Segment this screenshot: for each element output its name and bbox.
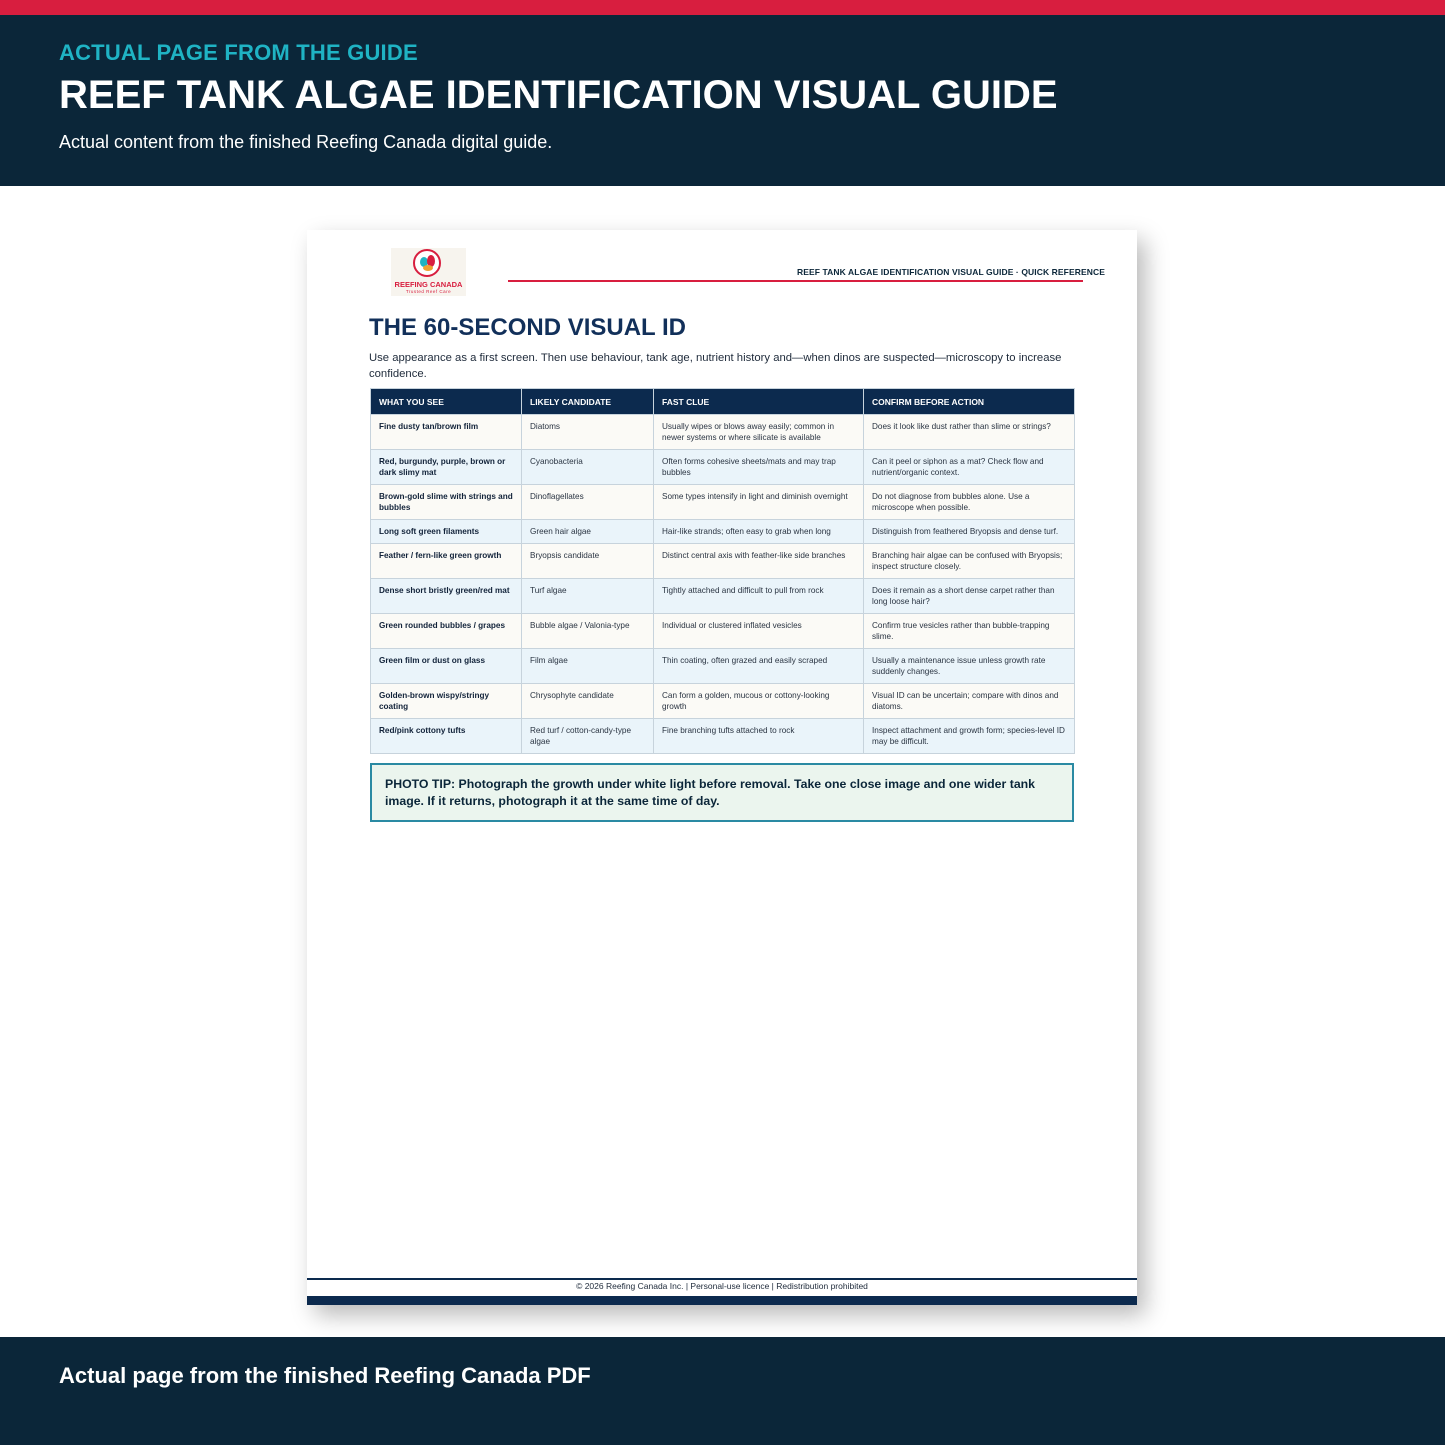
banner-eyebrow: ACTUAL PAGE FROM THE GUIDE [59,40,418,65]
confirm-cell: Distinguish from feathered Bryopsis and dense turf. [864,520,1075,544]
fast-clue-cell: Distinct central axis with feather-like side branches [654,544,864,579]
table-row [371,614,1075,649]
footer-band [307,1296,1137,1305]
what-you-see-cell: Green rounded bubbles / grapes [371,614,522,649]
reefing-canada-logo [391,248,466,296]
table-row [371,544,1075,579]
table-row [371,684,1075,719]
running-head: REEF TANK ALGAE IDENTIFICATION VISUAL GUIDE · QUICK REFERENCE [796,267,1105,277]
fast-clue-cell: Some types intensify in light and diminish overnight [654,485,864,520]
fast-clue-cell: Hair-like strands; often easy to grab when long [654,520,864,544]
logo-name: REEFING CANADA [394,280,463,289]
banner-subtitle: Actual content from the finished Reefing Canada digital guide. [59,132,553,152]
candidate-cell: Cyanobacteria [522,450,654,485]
candidate-cell: Bubble algae / Valonia-type [522,614,654,649]
fast-clue-cell: Can form a golden, mucous or cottony-looking growth [654,684,864,719]
candidate-cell: Green hair algae [522,520,654,544]
what-you-see-cell: Green film or dust on glass [371,649,522,684]
section-title: THE 60-SECOND VISUAL ID [369,314,686,341]
logo-tagline: Trusted Reef Care [405,289,452,294]
fast-clue-cell: Often forms cohesive sheets/mats and may trap bubbles [654,450,864,485]
column-header: CONFIRM BEFORE ACTION [864,389,1075,415]
banner-title: REEF TANK ALGAE IDENTIFICATION VISUAL GUIDE [59,73,1058,117]
bottom-caption: Actual page from the finished Reefing Canada PDF [59,1363,591,1388]
candidate-cell: Dinoflagellates [522,485,654,520]
what-you-see-cell: Brown-gold slime with strings and bubbles [371,485,522,520]
what-you-see-cell: Dense short bristly green/red mat [371,579,522,614]
coral-logo-icon [413,249,441,277]
table-row [371,485,1075,520]
fast-clue-cell: Fine branching tufts attached to rock [654,719,864,754]
confirm-cell: Branching hair algae can be confused with Bryopsis; inspect structure closely. [864,544,1075,579]
confirm-cell: Does it look like dust rather than slime or strings? [864,415,1075,450]
bottom-caption-band [0,1337,1445,1445]
fast-clue-cell: Tightly attached and difficult to pull from rock [654,579,864,614]
candidate-cell: Red turf / cotton-candy-type algae [522,719,654,754]
table-row [371,520,1075,544]
what-you-see-cell: Feather / fern-like green growth [371,544,522,579]
header-divider [508,280,1083,282]
guide-page-preview [307,230,1137,1305]
what-you-see-cell: Red/pink cottony tufts [371,719,522,754]
intro-paragraph: Use appearance as a first screen. Then use behaviour, tank age, nutrient history and—when dinos are suspected—microscopy to increase confidence. [369,352,1062,380]
candidate-cell: Chrysophyte candidate [522,684,654,719]
algae-id-table [370,388,1075,754]
confirm-cell: Inspect attachment and growth form; species-level ID may be difficult. [864,719,1075,754]
table-row [371,579,1075,614]
table-row [371,649,1075,684]
candidate-cell: Bryopsis candidate [522,544,654,579]
what-you-see-cell: Red, burgundy, purple, brown or dark slimy mat [371,450,522,485]
confirm-cell: Does it remain as a short dense carpet rather than long loose hair? [864,579,1075,614]
candidate-cell: Film algae [522,649,654,684]
fast-clue-cell: Usually wipes or blows away easily; common in newer systems or where silicate is available [654,415,864,450]
footer-divider [307,1278,1137,1280]
confirm-cell: Confirm true vesicles rather than bubble-trapping slime. [864,614,1075,649]
photo-tip-callout: PHOTO TIP: Photograph the growth under white light before removal. Take one close image and one wider tank image. If it returns, photograph it at the same time of day. [370,763,1074,822]
fast-clue-cell: Thin coating, often grazed and easily scraped [654,649,864,684]
what-you-see-cell: Fine dusty tan/brown film [371,415,522,450]
what-you-see-cell: Long soft green filaments [371,520,522,544]
table-header-row [371,389,1075,415]
table-row [371,450,1075,485]
confirm-cell: Visual ID can be uncertain; compare with dinos and diatoms. [864,684,1075,719]
candidate-cell: Diatoms [522,415,654,450]
what-you-see-cell: Golden-brown wispy/stringy coating [371,684,522,719]
candidate-cell: Turf algae [522,579,654,614]
fast-clue-cell: Individual or clustered inflated vesicles [654,614,864,649]
confirm-cell: Do not diagnose from bubbles alone. Use a microscope when possible. [864,485,1075,520]
confirm-cell: Can it peel or siphon as a mat? Check flow and nutrient/organic context. [864,450,1075,485]
column-header: LIKELY CANDIDATE [522,389,654,415]
page-footer-text: © 2026 Reefing Canada Inc. | Personal-use licence | Redistribution prohibited [576,1281,868,1291]
column-header: FAST CLUE [654,389,864,415]
table-row [371,415,1075,450]
top-accent-stripe [0,0,1445,15]
confirm-cell: Usually a maintenance issue unless growth rate suddenly changes. [864,649,1075,684]
table-row [371,719,1075,754]
column-header: WHAT YOU SEE [371,389,522,415]
